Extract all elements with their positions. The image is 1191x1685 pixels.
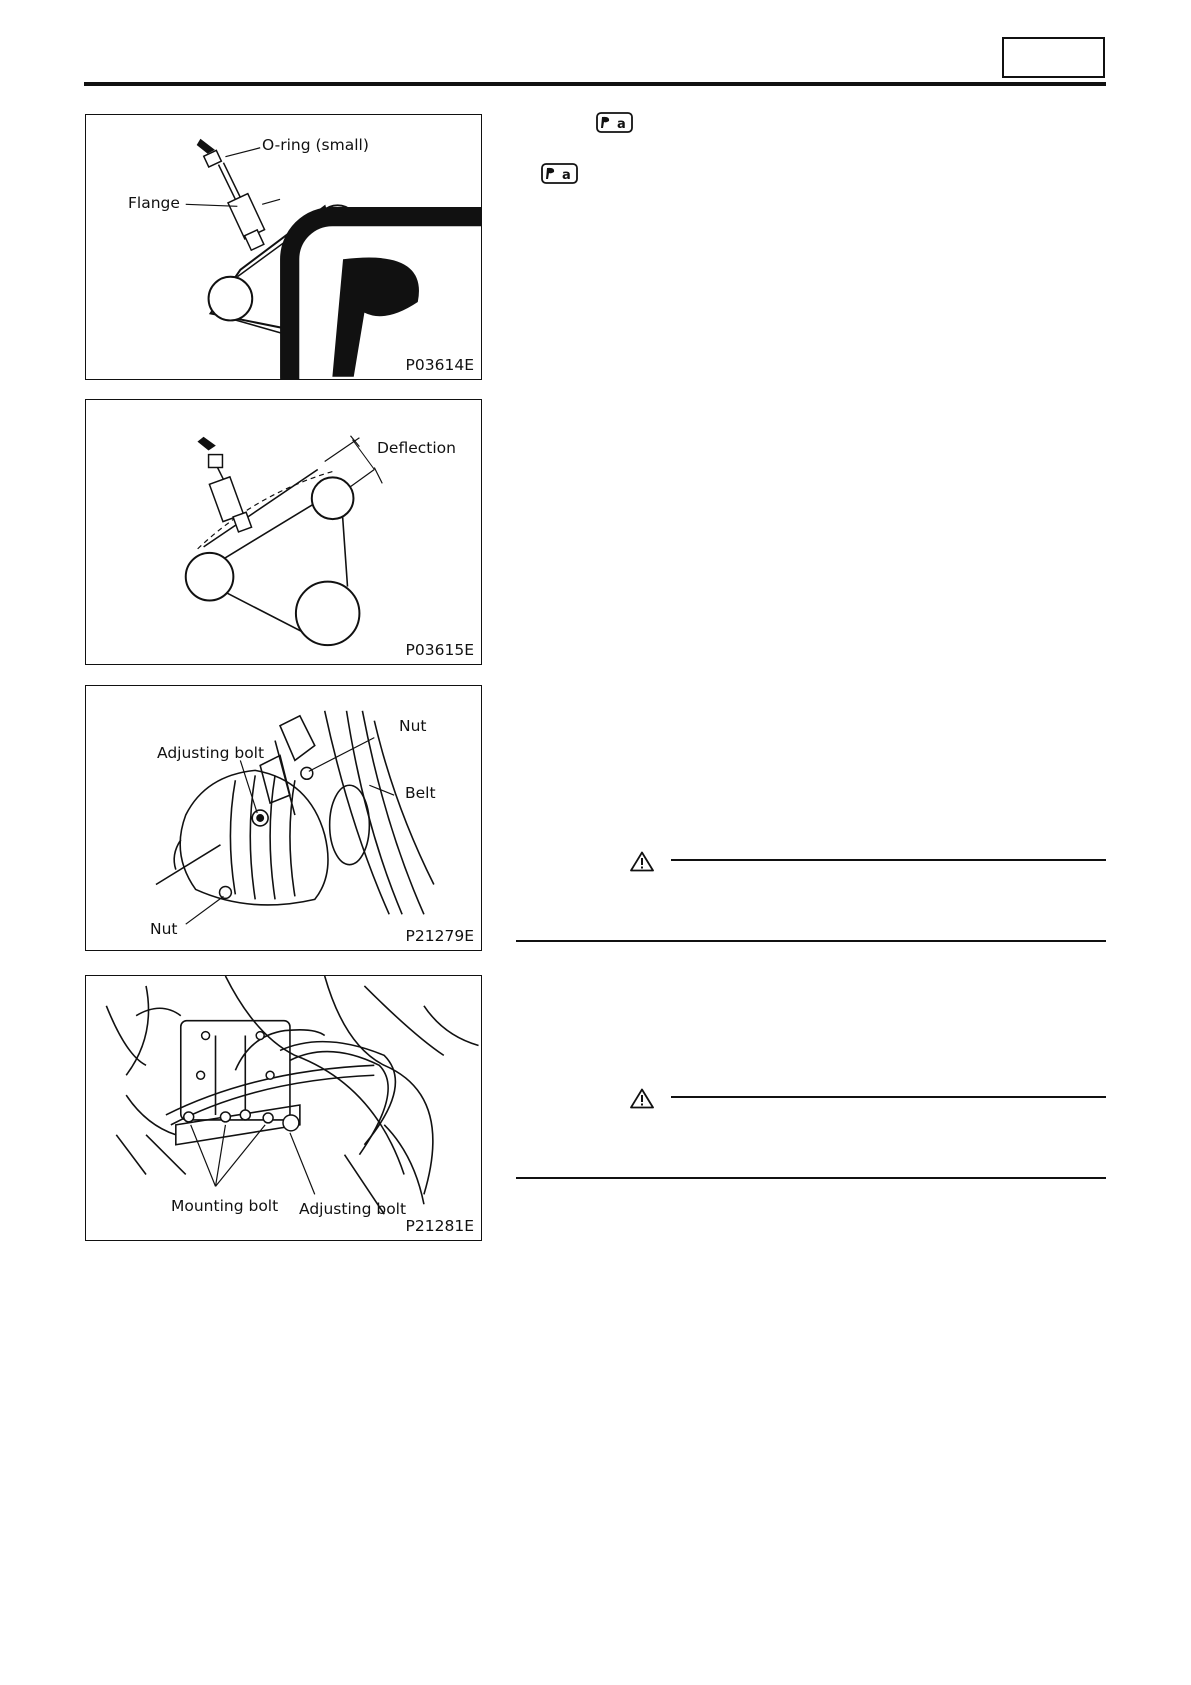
caution-rule-top (671, 1096, 1106, 1098)
header-rule (84, 82, 1106, 86)
tool-a-icon: a (279, 186, 482, 380)
svg-text:a: a (617, 117, 626, 132)
figure-alternator-adjust (85, 685, 482, 951)
adjusting-bolt-label: Adjusting bolt (157, 744, 265, 762)
caution-rule-bottom (516, 1177, 1106, 1179)
page-number-box (1002, 37, 1105, 78)
figure-belt-deflection (85, 399, 482, 665)
flange-label: Flange (128, 194, 180, 212)
figure-code: P21281E (405, 1216, 474, 1235)
adjusting-bolt-label: Adjusting bolt (299, 1200, 407, 1218)
nut-top-label: Nut (399, 717, 427, 735)
tool-a-icon (596, 112, 633, 133)
deflection-label: Deflection (377, 439, 456, 457)
nut-bottom-label: Nut (150, 920, 178, 938)
svg-text:a: a (562, 168, 571, 183)
figure-pump-mounting (85, 975, 482, 1241)
oring-label: O-ring (small) (262, 136, 369, 154)
tool-a-icon (541, 163, 578, 184)
figure-code: P03614E (405, 355, 474, 374)
mounting-bolt-label: Mounting bolt (171, 1197, 279, 1215)
warning-triangle-icon (630, 851, 654, 872)
pump-mounting-illustration (86, 976, 481, 1240)
belt-label: Belt (405, 784, 436, 802)
caution-rule-top (671, 859, 1106, 861)
warning-triangle-icon (630, 1088, 654, 1109)
figure-code: P03615E (405, 640, 474, 659)
figure-belt-tension-gauge (85, 114, 597, 410)
figure-code: P21279E (405, 926, 474, 945)
caution-rule-bottom (516, 940, 1106, 942)
